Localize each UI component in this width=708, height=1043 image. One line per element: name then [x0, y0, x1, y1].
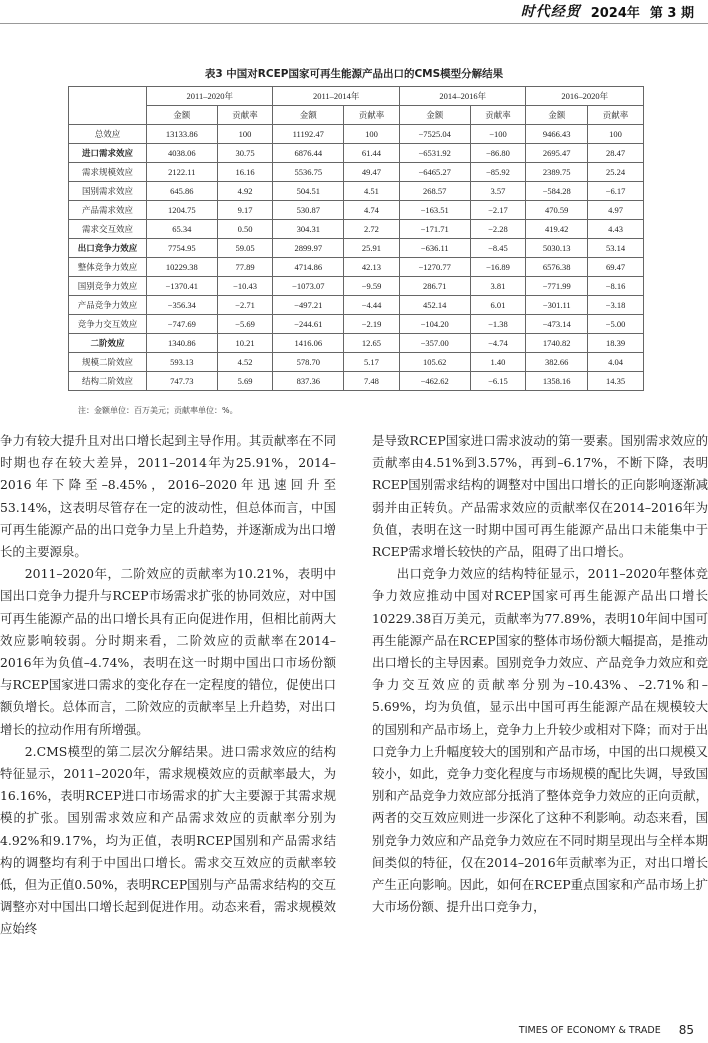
contribution-cell: 4.04	[588, 353, 644, 372]
amount-cell: −1370.41	[147, 277, 218, 296]
subheader-row	[69, 106, 644, 125]
paragraph: 争力有较大提升且对出口增长起到主导作用。其贡献率在不同时期也存在较大差异，2011–2014年为25.91%，2014–2016年下降至–8.45%，2016–2020年迅速回升至53.14%，这表明尽管存在一定的波动性，但总体而言，中国可再生能源产品的出口竞争力呈上升趋势，并逐渐成为出口增长的主要源泉。	[0, 433, 336, 560]
amount-cell: 470.59	[526, 201, 588, 220]
paragraph: 是导致RCEP国家进口需求波动的第一要素。国别需求效应的贡献率由4.51%到3.57%，再到–6.17%，不断下降，表明RCEP国别需求结构的调整对中国出口增长的正向影响逐渐减弱并由正转负。产品需求效应的贡献率仅在2014–2016年为负值，表明在这一时期中国可再生能源产品出口未能集中于RCEP需求增长较快的产品，阻碍了出口增长。	[372, 433, 708, 560]
contribution-cell: 2.72	[344, 220, 400, 239]
contribution-cell: 0.50	[217, 220, 273, 239]
row-label: 需求交互效应	[69, 220, 147, 239]
amount-cell: −771.99	[526, 277, 588, 296]
magazine-name: 时代经贸	[520, 4, 581, 20]
amount-cell: 4038.06	[147, 144, 218, 163]
amount-cell: 1416.06	[273, 334, 344, 353]
contribution-cell: 4.92	[217, 182, 273, 201]
amount-cell: −1270.77	[399, 258, 470, 277]
amount-cell: 452.14	[399, 296, 470, 315]
amount-cell: 645.86	[147, 182, 218, 201]
contribution-cell: 1.40	[470, 353, 526, 372]
contribution-cell: 5.17	[344, 353, 400, 372]
table-body	[69, 125, 644, 391]
amount-cell: −6465.27	[399, 163, 470, 182]
amount-cell: 6876.44	[273, 144, 344, 163]
amount-cell: 530.87	[273, 201, 344, 220]
body-column-left	[0, 430, 336, 941]
paragraph: 2011–2020年，二阶效应的贡献率为10.21%，表明中国出口竞争力提升与RCEP市场需求扩张的协同效应，对中国可再生能源产品的出口增长具有正向促进作用，但相比前两大效应影响较弱。分时期来看，二阶效应的贡献率在2014–2016年为负值–4.74%，表明在这一时期中国出口市场份额与RCEP国家进口需求的变化存在一定程度的错位，促使出口额负增长。总体而言，二阶效应的贡献率呈上升趋势，对出口增长的拉动作用有所增强。	[0, 566, 336, 737]
contribution-cell: −2.19	[344, 315, 400, 334]
period-header: 2014–2016年	[399, 87, 525, 106]
table-row	[69, 258, 644, 277]
contribution-cell: 6.01	[470, 296, 526, 315]
amount-cell: 4714.86	[273, 258, 344, 277]
body-column-right	[372, 430, 708, 918]
amount-header: 金额	[147, 106, 218, 125]
contribution-cell: 59.05	[217, 239, 273, 258]
contribution-header: 贡献率	[344, 106, 400, 125]
amount-cell: 747.73	[147, 372, 218, 391]
amount-cell: 304.31	[273, 220, 344, 239]
amount-cell: 419.42	[526, 220, 588, 239]
table-row	[69, 353, 644, 372]
amount-cell: −584.28	[526, 182, 588, 201]
contribution-cell: 12.65	[344, 334, 400, 353]
contribution-cell: −3.18	[588, 296, 644, 315]
table-row	[69, 372, 644, 391]
contribution-cell: 100	[344, 125, 400, 144]
contribution-cell: 28.47	[588, 144, 644, 163]
amount-cell: 9466.43	[526, 125, 588, 144]
contribution-cell: 42.13	[344, 258, 400, 277]
contribution-cell: 14.35	[588, 372, 644, 391]
contribution-cell: −1.38	[470, 315, 526, 334]
row-label: 二阶效应	[69, 334, 147, 353]
amount-cell: 578.70	[273, 353, 344, 372]
page-number: 85	[678, 1023, 694, 1037]
amount-cell: −104.20	[399, 315, 470, 334]
table-row	[69, 296, 644, 315]
contribution-cell: −86.80	[470, 144, 526, 163]
corner-cell	[69, 87, 147, 125]
paragraph: 2.CMS模型的第二层次分解结果。进口需求效应的结构特征显示，2011–2020年，需求规模效应的贡献率最大，为16.16%，表明RCEP进口市场需求的扩大主要源于其需求规模的扩张。国别需求效应和产品需求效应的贡献率分别为4.92%和9.17%，均为正值，表明RCEP国别和产品需求结构的调整均有利于中国出口增长。需求交互效应的贡献率较低，但为正值0.50%，表明RCEP国别与产品需求结构的交互调整亦对中国出口增长起到促进作用。动态来看，需求规模效应始终	[0, 743, 336, 937]
contribution-header: 贡献率	[470, 106, 526, 125]
contribution-cell: 3.81	[470, 277, 526, 296]
table-row	[69, 315, 644, 334]
amount-cell: 5030.13	[526, 239, 588, 258]
page-footer	[519, 1023, 694, 1037]
amount-cell: 837.36	[273, 372, 344, 391]
amount-cell: −163.51	[399, 201, 470, 220]
paragraph: 出口竞争力效应的结构特征显示，2011–2020年整体竞争力效应推动中国对RCEP国家可再生能源产品出口增长10229.38百万美元，贡献率为77.89%，表明10年间中国可再生能源产品在RCEP国家的整体市场份额大幅提高，是推动出口增长的主导因素。国别竞争力效应、产品竞争力效应和竞争力交互效应的贡献率分别为–10.43%、–2.71%和–5.69%，均为负值，显示出中国可再生能源产品在规模较大的国别和产品市场上，竞争力上升较少或相对下降；而对于出口竞争力上升幅度较大的国别和产品市场，中国的出口规模又较小，如此，竞争力变化程度与市场规模的配比失调，导致国别和产品竞争力效应部分抵消了整体竞争力效应的正向贡献，两者的交互效应则进一步深化了这种不利影响。动态来看，国别竞争力效应和产品竞争力效应在不同时期呈现出与全样本期间类似的特征，仅在2014–2016年贡献率为正，对出口增长产生正向影响。因此，如何在RCEP重点国家和产品市场上扩大市场份额、提升出口竞争力，	[372, 566, 708, 915]
row-label: 产品竞争力效应	[69, 296, 147, 315]
contribution-cell: 16.16	[217, 163, 273, 182]
period-header: 2016–2020年	[526, 87, 644, 106]
issue: 第 3 期	[649, 5, 694, 21]
contribution-cell: 18.39	[588, 334, 644, 353]
amount-cell: 7754.95	[147, 239, 218, 258]
amount-cell: 2122.11	[147, 163, 218, 182]
contribution-cell: 9.17	[217, 201, 273, 220]
amount-cell: 5536.75	[273, 163, 344, 182]
amount-cell: −244.61	[273, 315, 344, 334]
amount-header: 金额	[399, 106, 470, 125]
row-label: 国别需求效应	[69, 182, 147, 201]
table-note: 注：金额单位：百万美元；贡献率单位：%。	[78, 406, 238, 415]
amount-cell: 2899.97	[273, 239, 344, 258]
contribution-cell: 100	[588, 125, 644, 144]
contribution-cell: 49.47	[344, 163, 400, 182]
contribution-cell: −9.59	[344, 277, 400, 296]
table-row	[69, 163, 644, 182]
period-header: 2011–2020年	[147, 87, 273, 106]
contribution-cell: 100	[217, 125, 273, 144]
amount-cell: −301.11	[526, 296, 588, 315]
row-label: 竞争力交互效应	[69, 315, 147, 334]
amount-cell: −171.71	[399, 220, 470, 239]
contribution-cell: −2.28	[470, 220, 526, 239]
row-label: 总效应	[69, 125, 147, 144]
contribution-cell: 69.47	[588, 258, 644, 277]
amount-cell: 10229.38	[147, 258, 218, 277]
journal-name: TIMES OF ECONOMY & TRADE	[518, 1024, 661, 1036]
table-title: 表3 中国对RCEP国家可再生能源产品出口的CMS模型分解结果	[204, 68, 504, 80]
contribution-cell: −5.69	[217, 315, 273, 334]
running-header	[521, 0, 694, 22]
amount-cell: 504.51	[273, 182, 344, 201]
row-label: 整体竞争力效应	[69, 258, 147, 277]
table-row	[69, 220, 644, 239]
contribution-cell: 5.69	[217, 372, 273, 391]
amount-cell: −636.11	[399, 239, 470, 258]
amount-cell: −462.62	[399, 372, 470, 391]
table-row	[69, 182, 644, 201]
contribution-cell: −100	[470, 125, 526, 144]
amount-cell: 268.57	[399, 182, 470, 201]
contribution-cell: 3.57	[470, 182, 526, 201]
contribution-cell: 7.48	[344, 372, 400, 391]
row-label: 出口竞争力效应	[69, 239, 147, 258]
amount-cell: −356.34	[147, 296, 218, 315]
contribution-cell: −10.43	[217, 277, 273, 296]
row-label: 需求规模效应	[69, 163, 147, 182]
table-row	[69, 239, 644, 258]
table-row	[69, 201, 644, 220]
contribution-cell: 30.75	[217, 144, 273, 163]
contribution-cell: −4.74	[470, 334, 526, 353]
amount-cell: 105.62	[399, 353, 470, 372]
amount-cell: 11192.47	[273, 125, 344, 144]
amount-cell: 6576.38	[526, 258, 588, 277]
row-label: 结构二阶效应	[69, 372, 147, 391]
contribution-cell: 10.21	[217, 334, 273, 353]
period-header-row	[69, 87, 644, 106]
period-header: 2011–2014年	[273, 87, 399, 106]
amount-cell: 2695.47	[526, 144, 588, 163]
contribution-cell: 4.51	[344, 182, 400, 201]
row-label: 进口需求效应	[69, 144, 147, 163]
amount-header: 金额	[526, 106, 588, 125]
contribution-cell: −16.89	[470, 258, 526, 277]
table-row	[69, 144, 644, 163]
amount-cell: −6531.92	[399, 144, 470, 163]
contribution-cell: 25.91	[344, 239, 400, 258]
amount-cell: 593.13	[147, 353, 218, 372]
contribution-cell: −85.92	[470, 163, 526, 182]
amount-cell: 65.34	[147, 220, 218, 239]
amount-cell: 382.66	[526, 353, 588, 372]
contribution-cell: 53.14	[588, 239, 644, 258]
amount-cell: −357.00	[399, 334, 470, 353]
amount-cell: −473.14	[526, 315, 588, 334]
amount-cell: −747.69	[147, 315, 218, 334]
amount-header: 金额	[273, 106, 344, 125]
contribution-cell: −8.45	[470, 239, 526, 258]
contribution-cell: 4.52	[217, 353, 273, 372]
contribution-cell: −6.17	[588, 182, 644, 201]
amount-cell: 13133.86	[147, 125, 218, 144]
contribution-cell: 77.89	[217, 258, 273, 277]
contribution-cell: 61.44	[344, 144, 400, 163]
table-row	[69, 125, 644, 144]
contribution-cell: −2.71	[217, 296, 273, 315]
amount-cell: −7525.04	[399, 125, 470, 144]
contribution-cell: 4.74	[344, 201, 400, 220]
amount-cell: 1740.82	[526, 334, 588, 353]
contribution-cell: 4.97	[588, 201, 644, 220]
table-row	[69, 277, 644, 296]
row-label: 产品需求效应	[69, 201, 147, 220]
row-label: 国别竞争力效应	[69, 277, 147, 296]
contribution-cell: 25.24	[588, 163, 644, 182]
cms-table	[68, 86, 644, 391]
amount-cell: −497.21	[273, 296, 344, 315]
amount-cell: −1073.07	[273, 277, 344, 296]
contribution-cell: −2.17	[470, 201, 526, 220]
table-row	[69, 334, 644, 353]
row-label: 规模二阶效应	[69, 353, 147, 372]
amount-cell: 1204.75	[147, 201, 218, 220]
amount-cell: 2389.75	[526, 163, 588, 182]
year: 2024年	[590, 5, 640, 21]
header-rule	[0, 23, 708, 24]
amount-cell: 1340.86	[147, 334, 218, 353]
contribution-header: 贡献率	[217, 106, 273, 125]
contribution-cell: −8.16	[588, 277, 644, 296]
amount-cell: 1358.16	[526, 372, 588, 391]
contribution-cell: −6.15	[470, 372, 526, 391]
contribution-cell: −5.00	[588, 315, 644, 334]
amount-cell: 286.71	[399, 277, 470, 296]
contribution-cell: −4.44	[344, 296, 400, 315]
contribution-cell: 4.43	[588, 220, 644, 239]
contribution-header: 贡献率	[588, 106, 644, 125]
